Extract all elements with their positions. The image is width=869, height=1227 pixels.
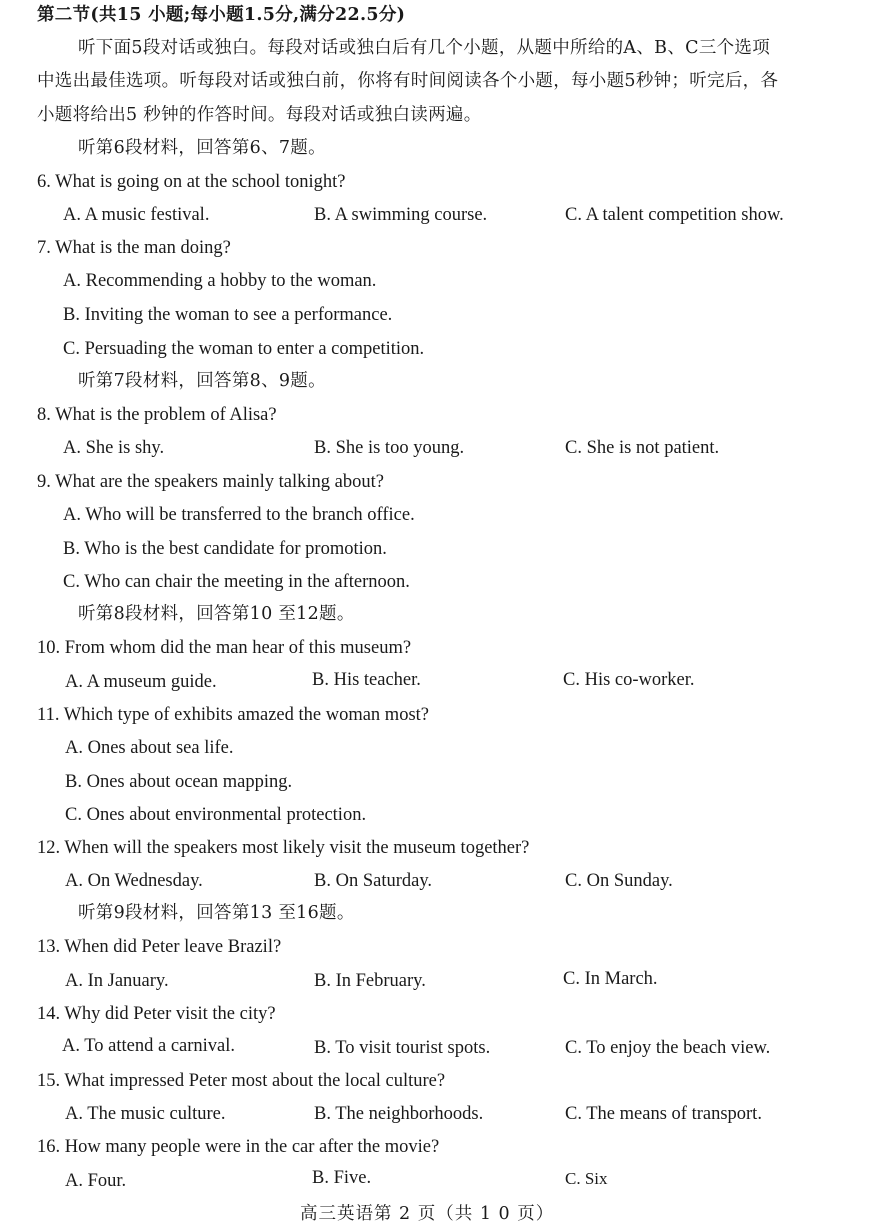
question-13-option-a: A. In January. <box>65 971 169 991</box>
question-14-option-a: A. To attend a carnival. <box>62 1036 236 1056</box>
question-14-stem: 14. Why did Peter visit the city? <box>37 1004 276 1024</box>
segment-instruction-8: 听第8段材料，回答第10 至12题。 <box>78 604 355 624</box>
question-9-option-c: C. Who can chair the meeting in the afternoon. <box>63 572 410 592</box>
question-8-option-a: A. She is shy. <box>63 438 165 458</box>
question-15-option-b: B. The neighborhoods. <box>314 1104 484 1124</box>
question-14-option-c: C. To enjoy the beach view. <box>565 1038 771 1058</box>
question-7-stem: 7. What is the man doing? <box>37 238 231 258</box>
question-8-stem: 8. What is the problem of Alisa? <box>37 405 277 425</box>
question-8-option-b: B. She is too young. <box>314 438 465 458</box>
question-7-option-b: B. Inviting the woman to see a performance. <box>63 305 393 325</box>
question-16-option-c: C. Six <box>565 1169 608 1188</box>
question-7-option-a: A. Recommending a hobby to the woman. <box>63 271 377 291</box>
question-11-option-b: B. Ones about ocean mapping. <box>65 772 293 792</box>
question-9-stem: 9. What are the speakers mainly talking about? <box>37 472 384 492</box>
question-8-option-c: C. She is not patient. <box>565 438 720 458</box>
question-14-option-b: B. To visit tourist spots. <box>314 1038 491 1058</box>
question-16-option-a: A. Four. <box>65 1171 127 1191</box>
question-15-option-c: C. The means of transport. <box>565 1104 762 1124</box>
intro-line-2: 中选出最佳选项。听每段对话或独白前，你将有时间阅读各个小题，每小题5秒钟；听完后，各 <box>37 71 779 91</box>
question-6-stem: 6. What is going on at the school tonight? <box>37 172 346 192</box>
question-12-stem: 12. When will the speakers most likely visit the museum together? <box>37 838 530 858</box>
segment-instruction-7: 听第7段材料，回答第8、9题。 <box>78 371 326 391</box>
question-11-stem: 11. Which type of exhibits amazed the woman most? <box>37 705 429 725</box>
question-16-stem: 16. How many people were in the car after the movie? <box>37 1137 440 1157</box>
question-13-option-c: C. In March. <box>563 969 658 989</box>
intro-line-1: 听下面5段对话或独白。每段对话或独白后有几个小题，从题中所给的A、B、C三个选项 <box>78 38 771 58</box>
question-10-option-a: A. A museum guide. <box>65 672 217 692</box>
question-11-option-a: A. Ones about sea life. <box>65 738 234 758</box>
question-10-option-c: C. His co-worker. <box>563 670 695 690</box>
intro-line-3: 小题将给出5 秒钟的作答时间。每段对话或独白读两遍。 <box>37 105 482 125</box>
question-6-option-b: B. A swimming course. <box>314 205 488 225</box>
question-13-option-b: B. In February. <box>314 971 426 991</box>
question-6-option-a: A. A music festival. <box>63 205 210 225</box>
question-13-stem: 13. When did Peter leave Brazil? <box>37 937 282 957</box>
segment-instruction-9: 听第9段材料，回答第13 至16题。 <box>78 903 355 923</box>
segment-instruction-6: 听第6段材料，回答第6、7题。 <box>78 138 326 158</box>
question-7-option-c: C. Persuading the woman to enter a competition. <box>63 339 425 359</box>
question-10-stem: 10. From whom did the man hear of this museum? <box>37 638 412 658</box>
question-16-option-b: B. Five. <box>312 1168 372 1188</box>
question-12-option-c: C. On Sunday. <box>565 871 673 891</box>
question-12-option-b: B. On Saturday. <box>314 871 433 891</box>
section-heading: 第二节(共15 小题;每小题1.5分,满分22.5分) <box>37 5 406 25</box>
question-12-option-a: A. On Wednesday. <box>65 871 203 891</box>
question-6-option-c: C. A talent competition show. <box>565 205 784 225</box>
question-15-stem: 15. What impressed Peter most about the local culture? <box>37 1071 446 1091</box>
question-9-option-a: A. Who will be transferred to the branch office. <box>63 505 415 525</box>
question-15-option-a: A. The music culture. <box>65 1104 226 1124</box>
page-footer: 高三英语第 2 页（共 1 0 页） <box>300 1204 555 1224</box>
question-10-option-b: B. His teacher. <box>312 670 421 690</box>
question-11-option-c: C. Ones about environmental protection. <box>65 805 367 825</box>
question-9-option-b: B. Who is the best candidate for promotion. <box>63 539 387 559</box>
